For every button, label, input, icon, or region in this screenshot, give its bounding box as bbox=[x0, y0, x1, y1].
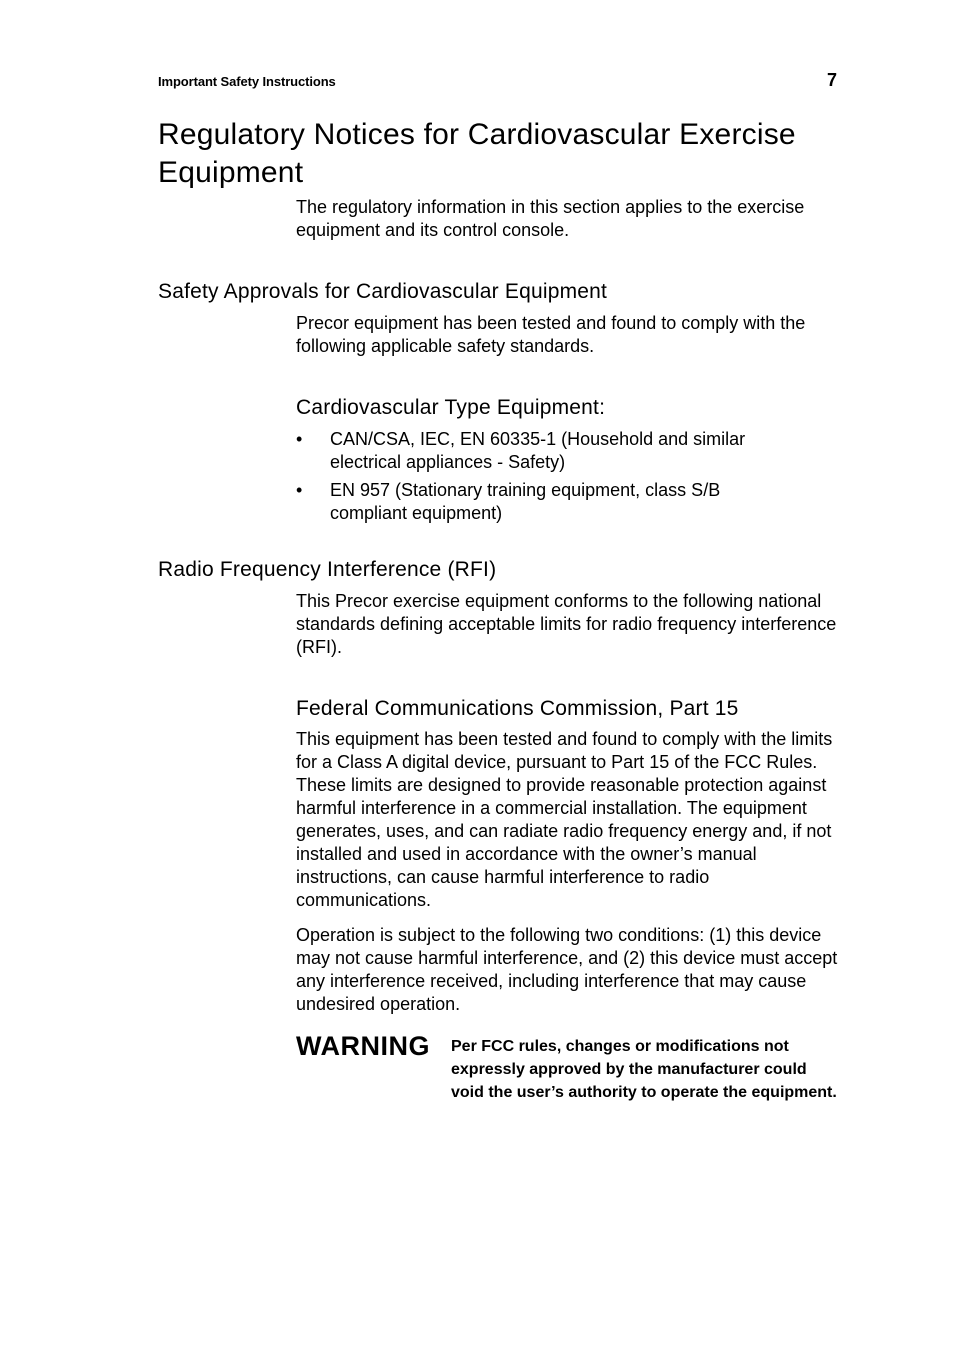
list-item-text: CAN/CSA, IEC, EN 60335-1 (Household and similar electrical appliances - Safety) bbox=[330, 429, 746, 472]
page-title: Regulatory Notices for Cardiovascular Exercise Equipment bbox=[158, 118, 796, 189]
warning-label: WARNING bbox=[296, 1031, 430, 1061]
list-item bbox=[296, 479, 796, 525]
bullet-icon: • bbox=[296, 480, 303, 500]
page-number: 7 bbox=[826, 70, 837, 90]
fcc-paragraph-1: This equipment has been tested and found to comply with the limits for a Class A digital device, pursuant to Part 15 of the FCC Rules. These limits are designed to provide reasonable protection against harmful interference in a commercial installation. The equipment generates, uses, and can radiate radio frequency energy and, if not installed and used in accordance with the owner’s manual instructions, can cause harmful interference to radio communications. bbox=[296, 729, 833, 910]
warning-text: Per FCC rules, changes or modifications not expressly approved by the manufacturer could void the user’s authority to operate the equipment. bbox=[451, 1038, 837, 1101]
running-header-title: Important Safety Instructions bbox=[158, 74, 336, 89]
safety-approvals-heading: Safety Approvals for Cardiovascular Equipment bbox=[158, 280, 608, 303]
rfi-paragraph: This Precor exercise equipment conforms to the following national standards defining acceptable limits for radio frequency interference (RFI). bbox=[296, 591, 837, 657]
rfi-heading: Radio Frequency Interference (RFI) bbox=[158, 558, 497, 581]
fcc-paragraph-2: Operation is subject to the following two conditions: (1) this device may not cause harmful interference, and (2) this device must accept any interference received, including interference that may cause undesired operation. bbox=[296, 925, 838, 1014]
cardiovascular-type-heading: Cardiovascular Type Equipment: bbox=[296, 396, 606, 419]
bullet-icon: • bbox=[296, 429, 303, 449]
intro-paragraph: The regulatory information in this section applies to the exercise equipment and its control console. bbox=[296, 197, 805, 240]
list-item bbox=[296, 428, 796, 474]
standards-list bbox=[296, 428, 796, 530]
fcc-heading: Federal Communications Commission, Part 15 bbox=[296, 697, 739, 720]
list-item-text: EN 957 (Stationary training equipment, class S/B compliant equipment) bbox=[330, 480, 721, 523]
safety-approvals-paragraph: Precor equipment has been tested and found to comply with the following applicable safety standards. bbox=[296, 313, 806, 356]
